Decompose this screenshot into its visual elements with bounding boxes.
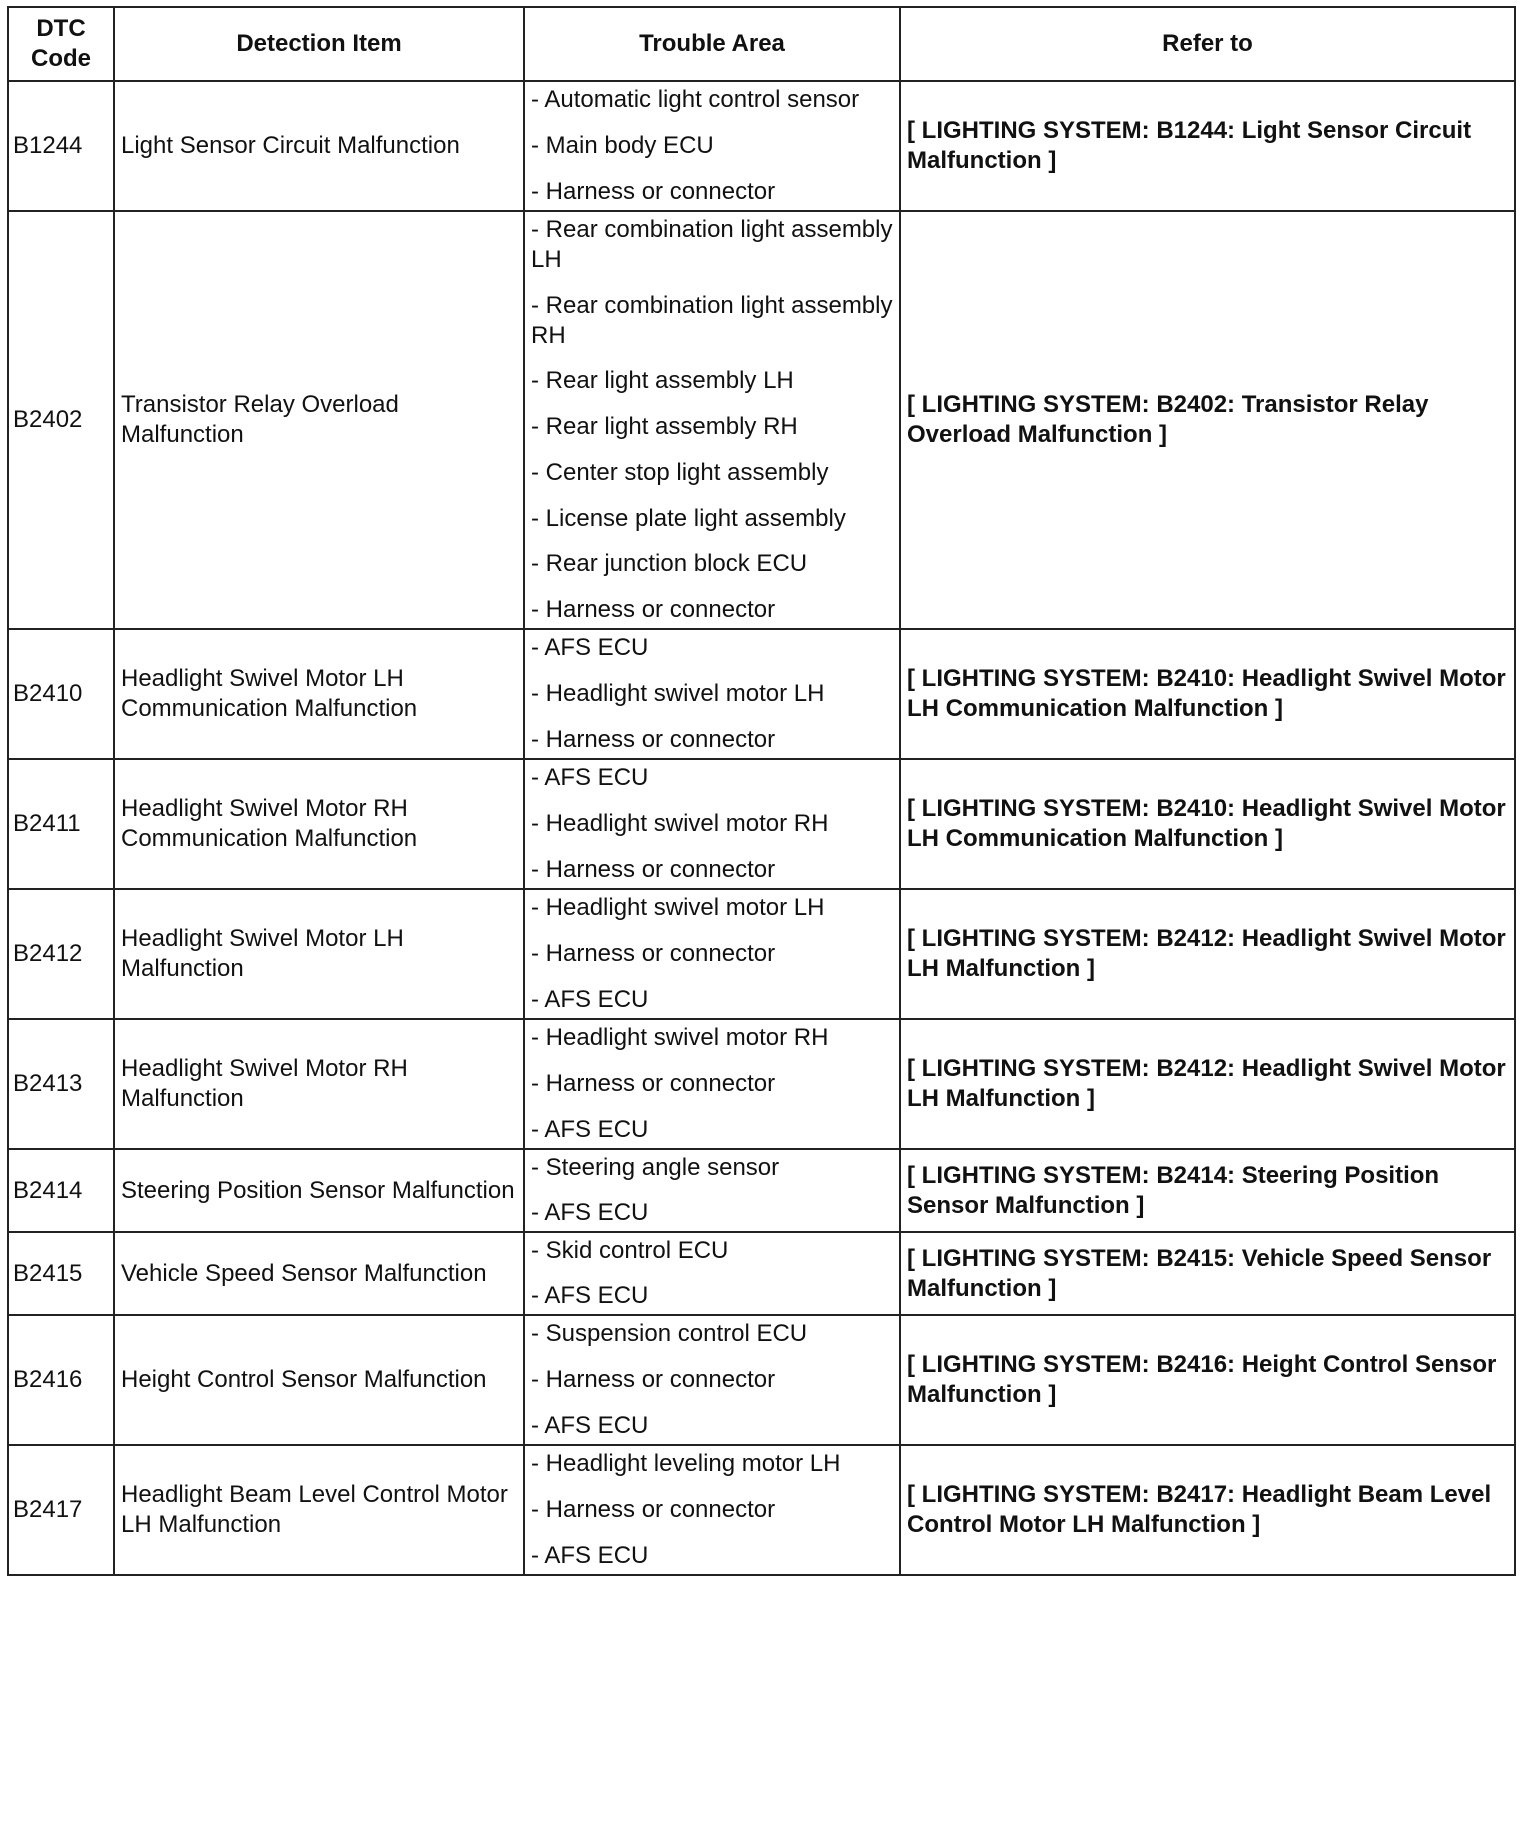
header-dtc-code bbox=[8, 7, 114, 81]
trouble-area-cell bbox=[524, 81, 900, 211]
refer-to-link[interactable]: [ LIGHTING SYSTEM: B2402: Transistor Relay Overload Malfunction ] bbox=[900, 211, 1515, 629]
trouble-area-cell bbox=[524, 629, 900, 759]
trouble-area-list bbox=[531, 85, 893, 207]
dtc-code-cell: B2411 bbox=[8, 759, 114, 889]
dtc-table-container bbox=[7, 6, 1514, 1576]
dtc-code-cell: B2402 bbox=[8, 211, 114, 629]
detection-item-cell: Headlight Swivel Motor RH Malfunction bbox=[114, 1019, 524, 1149]
detection-item-cell: Headlight Swivel Motor RH Communication Malfunction bbox=[114, 759, 524, 889]
table-row bbox=[8, 211, 1515, 629]
trouble-area-item: - Skid control ECU bbox=[531, 1237, 729, 1264]
trouble-area-item: - AFS ECU bbox=[531, 986, 649, 1013]
trouble-area-list bbox=[531, 1023, 893, 1145]
dtc-table bbox=[7, 6, 1516, 1576]
dtc-code-cell: B2414 bbox=[8, 1149, 114, 1232]
refer-to-link[interactable]: [ LIGHTING SYSTEM: B2410: Headlight Swivel Motor LH Communication Malfunction ] bbox=[900, 759, 1515, 889]
trouble-area-item: - Steering angle sensor bbox=[531, 1154, 780, 1181]
refer-to-link[interactable]: [ LIGHTING SYSTEM: B2415: Vehicle Speed Sensor Malfunction ] bbox=[900, 1232, 1515, 1315]
trouble-area-cell bbox=[524, 1315, 900, 1445]
header-detection-item: Detection Item bbox=[114, 7, 524, 81]
table-header-row bbox=[8, 7, 1515, 81]
detection-item-cell: Headlight Beam Level Control Motor LH Malfunction bbox=[114, 1445, 524, 1575]
trouble-area-item: - Harness or connector bbox=[531, 595, 776, 623]
header-dtc-code-line1: DTC bbox=[36, 15, 86, 42]
trouble-area-item: - Harness or connector bbox=[531, 856, 776, 883]
header-dtc-code-line2: Code bbox=[31, 45, 91, 72]
trouble-area-cell bbox=[524, 1232, 900, 1315]
trouble-area-list bbox=[531, 763, 893, 885]
detection-item-cell: Height Control Sensor Malfunction bbox=[114, 1315, 524, 1445]
trouble-area-item: - Headlight leveling motor LH bbox=[531, 1450, 841, 1477]
detection-item-cell: Vehicle Speed Sensor Malfunction bbox=[114, 1232, 524, 1315]
trouble-area-item: - AFS ECU bbox=[531, 764, 649, 791]
trouble-area-item: - License plate light assembly bbox=[531, 504, 846, 532]
trouble-area-list bbox=[531, 1236, 893, 1311]
trouble-area-item: - Main body ECU bbox=[531, 132, 714, 159]
trouble-area-item: - AFS ECU bbox=[531, 1199, 649, 1226]
trouble-area-list bbox=[531, 633, 893, 755]
dtc-code-cell: B1244 bbox=[8, 81, 114, 211]
dtc-code-cell: B2416 bbox=[8, 1315, 114, 1445]
table-row bbox=[8, 889, 1515, 1019]
trouble-area-item: - Rear combination light assembly RH bbox=[531, 291, 893, 349]
refer-to-link[interactable]: [ LIGHTING SYSTEM: B2410: Headlight Swivel Motor LH Communication Malfunction ] bbox=[900, 629, 1515, 759]
trouble-area-cell bbox=[524, 889, 900, 1019]
trouble-area-item: - Harness or connector bbox=[531, 1366, 776, 1393]
table-row bbox=[8, 1019, 1515, 1149]
refer-to-link[interactable]: [ LIGHTING SYSTEM: B2412: Headlight Swivel Motor LH Malfunction ] bbox=[900, 1019, 1515, 1149]
refer-to-link[interactable]: [ LIGHTING SYSTEM: B2416: Height Control Sensor Malfunction ] bbox=[900, 1315, 1515, 1445]
trouble-area-list bbox=[531, 1449, 893, 1571]
trouble-area-item: - AFS ECU bbox=[531, 1542, 649, 1569]
dtc-code-cell: B2415 bbox=[8, 1232, 114, 1315]
table-row bbox=[8, 1445, 1515, 1575]
refer-to-link[interactable]: [ LIGHTING SYSTEM: B2417: Headlight Beam Level Control Motor LH Malfunction ] bbox=[900, 1445, 1515, 1575]
table-body bbox=[8, 81, 1515, 1575]
trouble-area-list bbox=[531, 1319, 893, 1441]
refer-to-link[interactable]: [ LIGHTING SYSTEM: B2412: Headlight Swivel Motor LH Malfunction ] bbox=[900, 889, 1515, 1019]
trouble-area-item: - Harness or connector bbox=[531, 178, 776, 205]
trouble-area-item: - AFS ECU bbox=[531, 1412, 649, 1439]
detection-item-cell: Headlight Swivel Motor LH Communication Malfunction bbox=[114, 629, 524, 759]
trouble-area-item: - Automatic light control sensor bbox=[531, 86, 860, 113]
table-row bbox=[8, 1315, 1515, 1445]
trouble-area-item: - Suspension control ECU bbox=[531, 1320, 808, 1347]
trouble-area-list bbox=[531, 893, 893, 1015]
detection-item-cell: Light Sensor Circuit Malfunction bbox=[114, 81, 524, 211]
table-row bbox=[8, 1232, 1515, 1315]
trouble-area-list bbox=[531, 215, 893, 625]
header-trouble-area: Trouble Area bbox=[524, 7, 900, 81]
trouble-area-cell bbox=[524, 759, 900, 889]
header-refer-to: Refer to bbox=[900, 7, 1515, 81]
dtc-code-cell: B2413 bbox=[8, 1019, 114, 1149]
trouble-area-item: - Headlight swivel motor LH bbox=[531, 680, 825, 707]
trouble-area-item: - Rear junction block ECU bbox=[531, 550, 808, 578]
detection-item-cell: Steering Position Sensor Malfunction bbox=[114, 1149, 524, 1232]
dtc-code-cell: B2410 bbox=[8, 629, 114, 759]
trouble-area-item: - Harness or connector bbox=[531, 1070, 776, 1097]
table-row bbox=[8, 629, 1515, 759]
trouble-area-item: - Rear light assembly RH bbox=[531, 413, 798, 441]
dtc-code-cell: B2412 bbox=[8, 889, 114, 1019]
table-row bbox=[8, 1149, 1515, 1232]
trouble-area-item: - Rear combination light assembly LH bbox=[531, 216, 893, 273]
trouble-area-cell bbox=[524, 1019, 900, 1149]
table-row bbox=[8, 759, 1515, 889]
detection-item-cell: Transistor Relay Overload Malfunction bbox=[114, 211, 524, 629]
trouble-area-item: - AFS ECU bbox=[531, 1116, 649, 1143]
trouble-area-cell bbox=[524, 1445, 900, 1575]
trouble-area-item: - Headlight swivel motor RH bbox=[531, 1024, 829, 1051]
table-row bbox=[8, 81, 1515, 211]
refer-to-link[interactable]: [ LIGHTING SYSTEM: B2414: Steering Position Sensor Malfunction ] bbox=[900, 1149, 1515, 1232]
trouble-area-item: - AFS ECU bbox=[531, 1282, 649, 1309]
trouble-area-item: - Harness or connector bbox=[531, 726, 776, 753]
trouble-area-item: - Center stop light assembly bbox=[531, 458, 829, 486]
trouble-area-list bbox=[531, 1153, 893, 1228]
trouble-area-item: - Headlight swivel motor LH bbox=[531, 894, 825, 921]
detection-item-cell: Headlight Swivel Motor LH Malfunction bbox=[114, 889, 524, 1019]
refer-to-link[interactable]: [ LIGHTING SYSTEM: B1244: Light Sensor Circuit Malfunction ] bbox=[900, 81, 1515, 211]
trouble-area-item: - Harness or connector bbox=[531, 940, 776, 967]
trouble-area-item: - Rear light assembly LH bbox=[531, 367, 794, 395]
trouble-area-cell bbox=[524, 211, 900, 629]
dtc-code-cell: B2417 bbox=[8, 1445, 114, 1575]
trouble-area-item: - Harness or connector bbox=[531, 1496, 776, 1523]
trouble-area-item: - Headlight swivel motor RH bbox=[531, 810, 829, 837]
trouble-area-item: - AFS ECU bbox=[531, 634, 649, 661]
trouble-area-cell bbox=[524, 1149, 900, 1232]
